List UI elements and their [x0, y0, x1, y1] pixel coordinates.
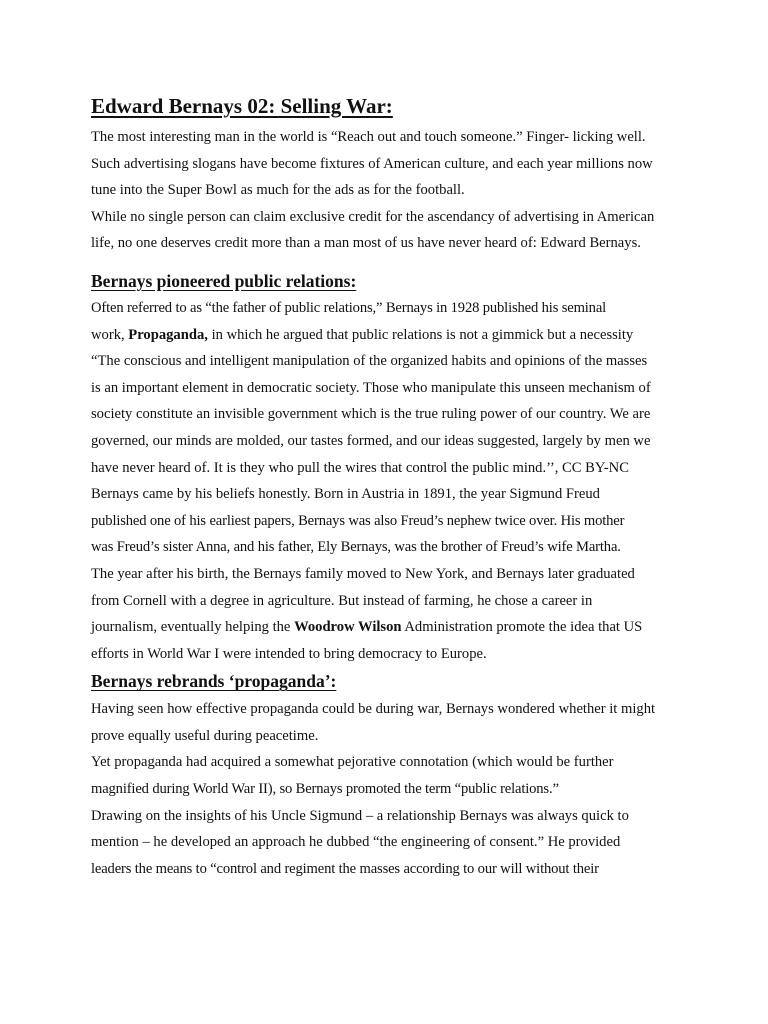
text-line: tune into the Super Bowl as much for the ads as for the football. [91, 182, 465, 199]
text-line: was Freud’s sister Anna, and his father, Ely Bernays, was the brother of Freud’s wife Martha. [91, 539, 621, 556]
text-line: Bernays came by his beliefs honestly. Born in Austria in 1891, the year Sigmund Freud [91, 486, 600, 503]
text-line: While no single person can claim exclusive credit for the ascendancy of advertising in American [91, 208, 655, 225]
text-line: efforts in World War I were intended to bring democracy to Europe. [91, 645, 487, 662]
text-fragment: in which he argued that public relations is not a gimmick but a necessity [207, 326, 634, 343]
section2-paragraph [91, 696, 687, 882]
text-line: Drawing on the insights of his Uncle Sigmund – a relationship Bernays was always quick to [91, 807, 629, 824]
text-line: magnified during World War II), so Bernays promoted the term “public relations.” [91, 781, 559, 798]
text-line: Such advertising slogans have become fixtures of American culture, and each year millions now [91, 155, 653, 172]
intro-paragraph [91, 124, 687, 257]
text-line: life, no one deserves credit more than a man most of us have never heard of: Edward Bernays. [91, 235, 641, 252]
text-line: Yet propaganda had acquired a somewhat pejorative connotation (which would be further [91, 754, 614, 771]
text-line: mention – he developed an approach he dubbed “the engineering of consent.” He provided [91, 834, 621, 851]
text-line: published one of his earliest papers, Bernays was also Freud’s nephew twice over. His mother [91, 512, 625, 529]
text-line: from Cornell with a degree in agriculture. But instead of farming, he chose a career in [91, 592, 593, 609]
text-line: governed, our minds are molded, our tastes formed, and our ideas suggested, largely by men we [91, 432, 651, 449]
text-fragment: journalism, eventually helping the [91, 619, 295, 636]
text-line: “The conscious and intelligent manipulation of the organized habits and opinions of the masses [91, 353, 648, 370]
text-line: The year after his birth, the Bernays family moved to New York, and Bernays later graduated [91, 565, 635, 582]
text-line: is an important element in democratic society. Those who manipulate this unseen mechanism of [91, 379, 651, 396]
text-line: prove equally useful during peacetime. [91, 727, 319, 744]
text-line [91, 322, 687, 349]
section1-paragraph [91, 295, 687, 667]
section-heading-public-relations: Bernays pioneered public relations: [91, 270, 357, 291]
name-woodrow-wilson: Woodrow Wilson [294, 619, 402, 636]
text-line [91, 614, 687, 641]
text-line: society constitute an invisible government which is the true ruling power of our country. We are [91, 406, 651, 423]
document-title: Edward Bernays 02: Selling War: [91, 94, 393, 118]
text-line: have never heard of. It is they who pull the wires that control the public mind.’’, CC BY-NC [91, 459, 629, 476]
text-line: leaders the means to “control and regiment the masses according to our will without their [91, 860, 599, 877]
book-title-propaganda: Propaganda, [128, 326, 208, 343]
document-page [91, 92, 687, 882]
text-line: The most interesting man in the world is “Reach out and touch someone.” Finger- licking well. [91, 129, 646, 145]
section-heading-propaganda: Bernays rebrands ‘propaganda’: [91, 671, 337, 692]
text-fragment: work, [91, 326, 129, 343]
text-line: Having seen how effective propaganda could be during war, Bernays wondered whether it might [91, 701, 656, 718]
text-line: Often referred to as “the father of public relations,” Bernays in 1928 published his seminal [91, 299, 607, 316]
text-fragment: Administration promote the idea that US [401, 619, 643, 636]
